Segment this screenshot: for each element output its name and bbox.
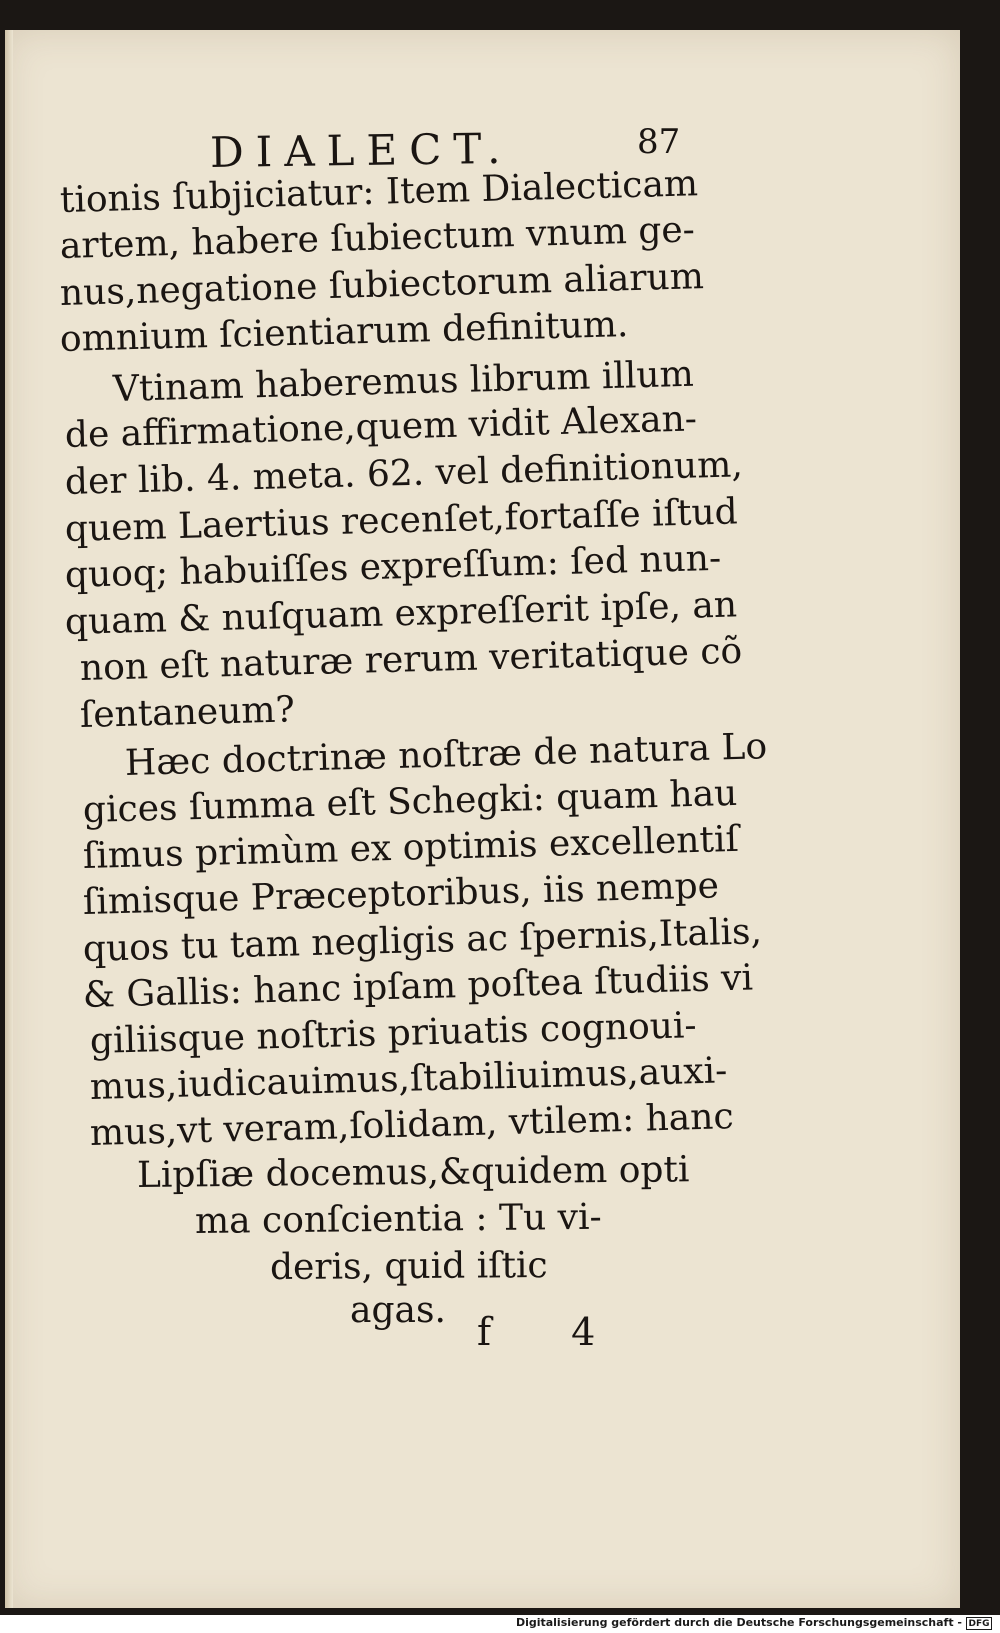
text-line: Hæc doctrinæ noſtræ de natura Lo — [124, 726, 768, 784]
text-line: artem, habere ſubiectum vnum ge- — [59, 209, 696, 267]
text-line: giliisque noſtris priuatis cognoui- — [89, 1005, 698, 1062]
text-line: & Gallis: hanc ipſam poſtea ſtudiis vi — [82, 957, 754, 1016]
page-text-block — [5, 30, 960, 1608]
text-line: tionis ſubjiciatur: Item Dialecticam — [59, 163, 699, 221]
text-line: deris, quid iſtic — [269, 1245, 548, 1288]
text-line: agas. — [350, 1290, 446, 1331]
funding-credit: Digitalisierung gefördert durch die Deutsche Forschungsgemeinschaft - — [515, 1616, 962, 1629]
text-line: mus,iudicauimus,ſtabiliuimus,auxi- — [89, 1050, 728, 1108]
text-line: ſentaneum? — [79, 689, 296, 736]
text-line: ſimisque Præceptoribus, iis nempe — [82, 865, 720, 923]
text-line: quoq; habuiſſes expreſſum: ſed nun- — [64, 537, 722, 596]
text-line: ma conſcientia : Tu vi- — [194, 1196, 602, 1242]
text-line: Lipſiæ docemus,&quidem opti — [136, 1149, 690, 1196]
text-line: de affirmatione,quem vidit Alexan- — [64, 398, 698, 456]
text-line: Vtinam haberemus librum illum — [112, 353, 695, 410]
text-line: non eſt naturæ rerum veritatique cõ — [79, 630, 743, 689]
dfg-logo: DFG — [966, 1617, 992, 1630]
signature-mark: f 4 — [477, 1310, 630, 1354]
text-line: nus,negatione ſubiectorum aliarum — [59, 256, 705, 314]
text-line: quos tu tam negligis ac ſpernis,Italis, — [82, 911, 763, 970]
book-page — [5, 30, 960, 1608]
text-line: omnium ſcientiarum definitum. — [59, 304, 629, 360]
text-line: mus,vt veram,ſolidam, vtilem: hanc — [89, 1096, 735, 1154]
text-line: gices ſumma eſt Schegki: quam hau — [82, 772, 738, 831]
text-line: ſimus primùm ex optimis excellentiſ — [82, 818, 740, 877]
running-head: DIALECT. — [209, 123, 513, 177]
text-line: quam & nuſquam expreſſerit ipſe, an — [64, 584, 738, 643]
text-line: der lib. 4. meta. 62. vel definitionum, — [64, 444, 744, 503]
page-number: 87 — [637, 122, 681, 162]
text-line: quem Laertius recenſet,fortaſſe iſtud — [64, 491, 739, 550]
digitization-footer — [0, 1615, 1000, 1633]
